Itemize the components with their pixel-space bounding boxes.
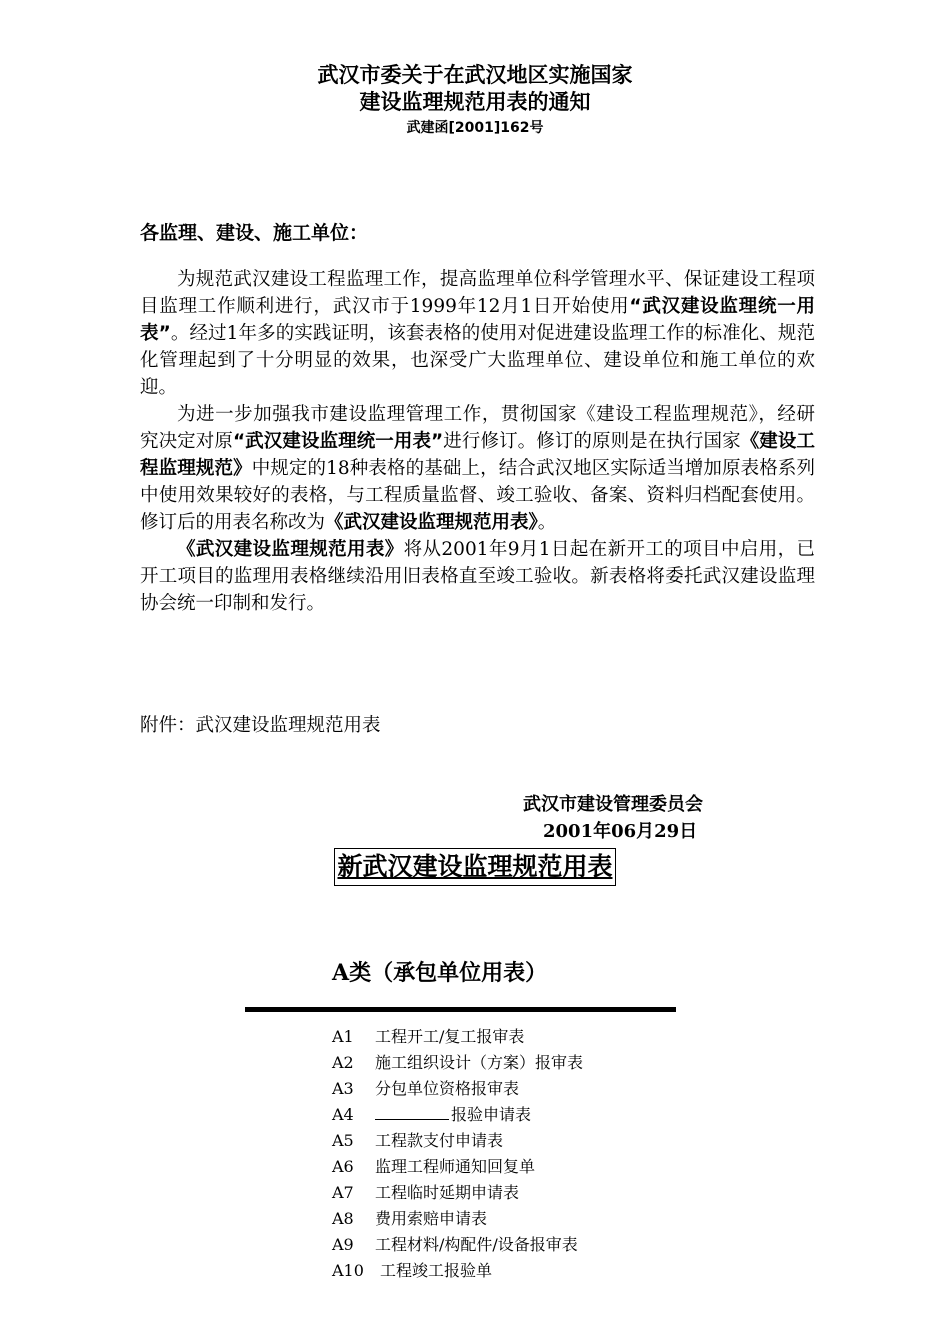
paragraph-text: 将从2001年9月1日起在新开工的项目中启用，已开工项目的监理用表格继续沿用旧表格直至竣工验收。新表格将委托武汉建设监理协会统一印制和发行。 [140, 539, 815, 614]
list-item [332, 1050, 583, 1076]
paragraph-text: 中规定的18种表格的基础上，结合武汉地区实际适当增加原表格系列中使用效果较好的表格，与工程质量监督、竣工验收、备案、资料归档配套使用。修订后的用表名称改为 [140, 458, 815, 533]
signer: 武汉市建设管理委员会 [523, 794, 703, 815]
form-code: A6 [332, 1157, 354, 1176]
emphasized-text: 《武汉建设监理规范用表》 [325, 512, 538, 533]
form-name: 工程开工/复工报审表 [375, 1027, 525, 1046]
form-name: 报验申请表 [451, 1105, 532, 1124]
paragraph-3 [140, 536, 815, 617]
list-item [332, 1154, 583, 1180]
form-code: A10 [332, 1261, 364, 1280]
form-code: A1 [332, 1027, 354, 1046]
form-code: A3 [332, 1079, 354, 1098]
fill-in-blank [375, 1105, 449, 1120]
paragraph-1 [140, 266, 815, 401]
form-name: 工程款支付申请表 [375, 1131, 504, 1150]
notice-body [140, 266, 815, 617]
emphasized-text: 《武汉建设监理规范用表》 [177, 539, 404, 560]
paragraph-2 [140, 401, 815, 536]
notice-title-line-1: 武汉市委关于在武汉地区实施国家 [317, 63, 633, 87]
list-item [332, 1128, 583, 1154]
form-code: A4 [332, 1105, 354, 1124]
category-title: A类（承包单位用表） [332, 960, 548, 986]
form-name: 施工组织设计（方案）报审表 [375, 1053, 584, 1072]
form-name: 监理工程师通知回复单 [375, 1157, 536, 1176]
divider-rule [245, 1007, 676, 1012]
paragraph-text: 为规范武汉建设工程监理工作，提高监理单位科学管理水平、保证建设工程项目监理工作顺利进行，武汉市于1999年12月1日开始使用 [140, 269, 815, 317]
form-name: 工程材料/构配件/设备报审表 [375, 1235, 578, 1254]
form-list [332, 1024, 583, 1284]
form-code: A5 [332, 1131, 354, 1150]
emphasized-text: “武汉建设监理统一用表” [232, 431, 444, 452]
form-code: A9 [332, 1235, 354, 1254]
section-title: 新武汉建设监理规范用表 [334, 848, 615, 886]
paragraph-text: 。 [537, 512, 557, 533]
attachment-line: 附件：武汉建设监理规范用表 [140, 715, 381, 736]
list-item [332, 1258, 583, 1284]
paragraph-text: 为进一步加强我市建设监理管理工作，贯彻国家《建设工程监理规范》，经研究决定对原 [140, 404, 815, 452]
form-name: 费用索赔申请表 [375, 1209, 488, 1228]
emphasized-text: 《建设工程监理规范》 [140, 431, 815, 479]
paragraph-text: 。经过1年多的实践证明，该套表格的使用对促进建设监理工作的标准化、规范化管理起到了十分明显的效果，也深受广大监理单位、建设单位和施工单位的欢迎。 [140, 323, 815, 398]
list-item [332, 1102, 583, 1128]
notice-title-line-2: 建设监理规范用表的通知 [359, 90, 591, 114]
list-item [332, 1206, 583, 1232]
list-item [332, 1180, 583, 1206]
issue-date: 2001年06月29日 [543, 821, 698, 842]
salutation: 各监理、建设、施工单位： [140, 222, 369, 244]
form-code: A8 [332, 1209, 354, 1228]
form-name: 工程临时延期申请表 [375, 1183, 520, 1202]
list-item [332, 1232, 583, 1258]
emphasized-text: “武汉建设监理统一用表” [140, 296, 815, 344]
form-code: A2 [332, 1053, 354, 1072]
list-item [332, 1076, 583, 1102]
form-name: 分包单位资格报审表 [375, 1079, 520, 1098]
list-item [332, 1024, 583, 1050]
section-title-box [0, 848, 950, 886]
form-code: A7 [332, 1183, 354, 1202]
paragraph-text: 进行修订。修订的原则是在执行国家 [443, 431, 741, 452]
document-number: 武建函[2001]162号 [406, 120, 544, 136]
form-name: 工程竣工报验单 [380, 1261, 493, 1280]
